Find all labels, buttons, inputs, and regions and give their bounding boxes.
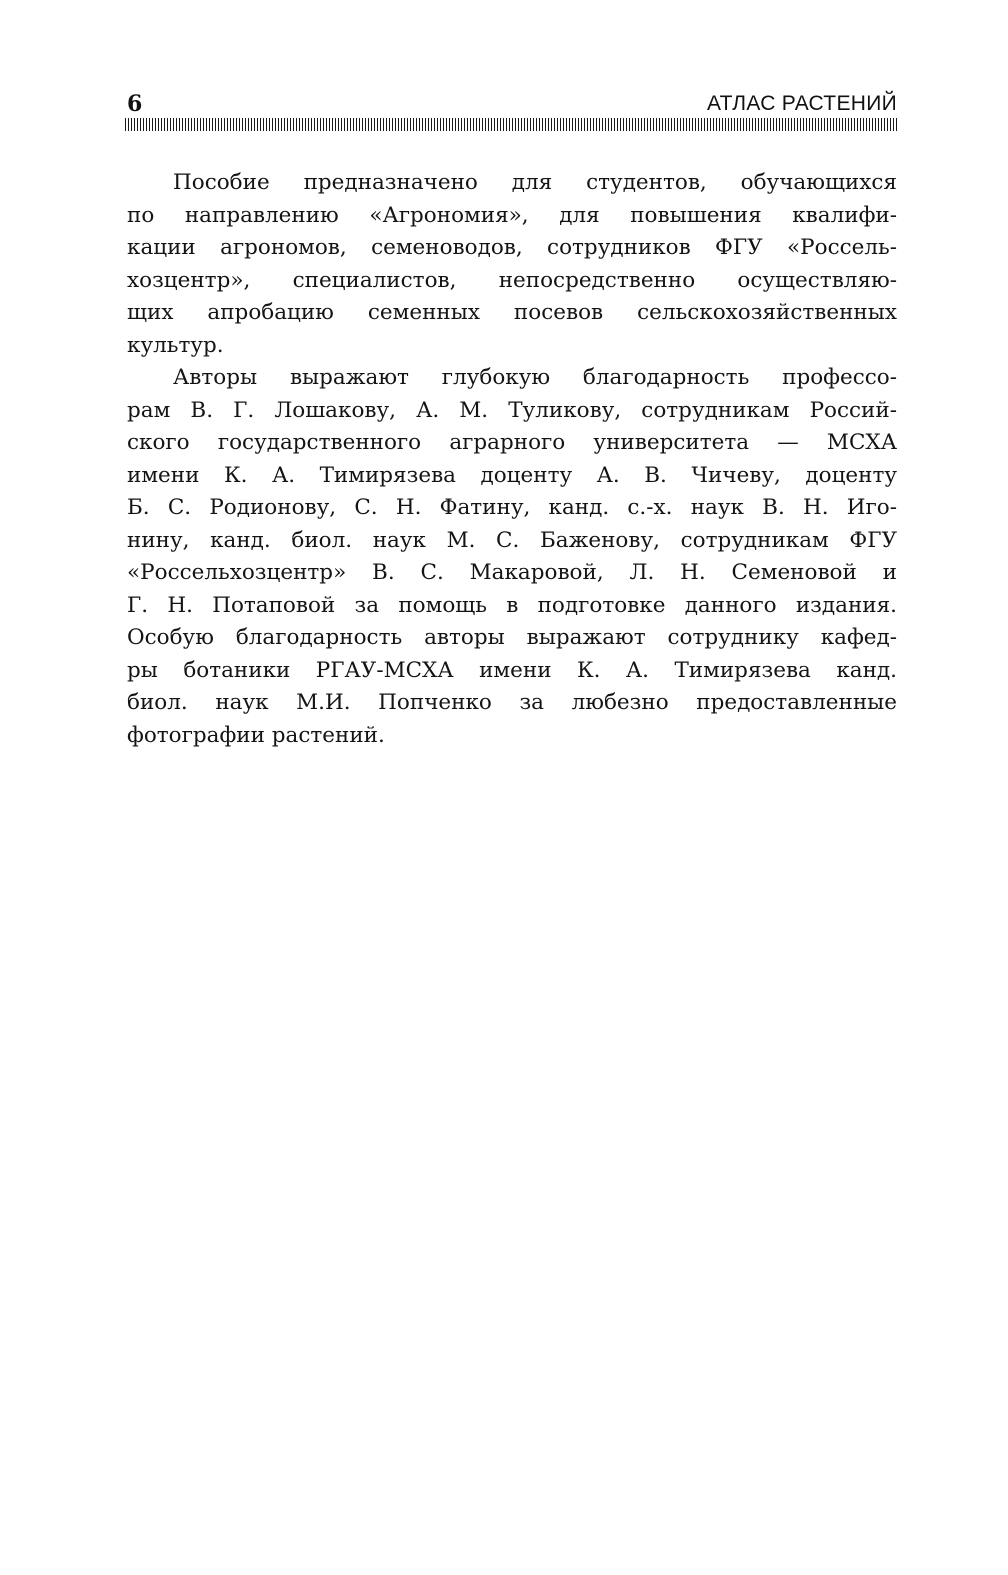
text-line: Особую благодарность авторы выражают сотруднику кафед- (127, 625, 897, 650)
text-line: культур. (127, 332, 224, 358)
text-line: хозцентр», специалистов, непосредственно осуществляю- (127, 267, 897, 293)
text-line: рам В. Г. Лошакову, А. М. Туликову, сотрудникам Россий- (127, 397, 897, 423)
paragraph-acknowledgements (127, 362, 897, 752)
text-line: кации агрономов, семеноводов, сотрудников ФГУ «Россель- (127, 235, 897, 260)
running-title: АТЛАС РАСТЕНИЙ (706, 92, 897, 115)
text-line: Г. Н. Потаповой за помощь в подготовке данного издания. (127, 592, 897, 618)
text-line: биол. наук М.И. Попченко за любезно предоставленные (127, 690, 897, 715)
text-line: имени К. А. Тимирязева доценту А. В. Чичеву, доценту (127, 462, 897, 488)
text-line: нину, канд. биол. наук М. С. Баженову, сотрудникам ФГУ (127, 527, 897, 553)
text-line: ры ботаники РГАУ-МСХА имени К. А. Тимирязева канд. (127, 657, 897, 683)
body-text (127, 167, 897, 752)
text-line: Б. С. Родионову, С. Н. Фатину, канд. с.-х. наук В. Н. Иго- (127, 495, 897, 520)
text-line: Пособие предназначено для студентов, обучающихся (173, 170, 897, 195)
page-number: 6 (127, 91, 143, 117)
text-line: фотографии растений. (127, 722, 385, 748)
text-line: Авторы выражают глубокую благодарность профессо- (173, 365, 897, 390)
text-line: ского государственного аграрного университета — МСХА (127, 430, 897, 455)
text-line: «Россельхозцентр» В. С. Макаровой, Л. Н. Семеновой и (127, 560, 897, 585)
header-rule (125, 118, 897, 131)
paragraph-purpose (127, 167, 897, 362)
text-line: по направлению «Агрономия», для повышения квалифи- (127, 202, 897, 228)
text-line: щих апробацию семенных посевов сельскохозяйственных (127, 300, 897, 325)
